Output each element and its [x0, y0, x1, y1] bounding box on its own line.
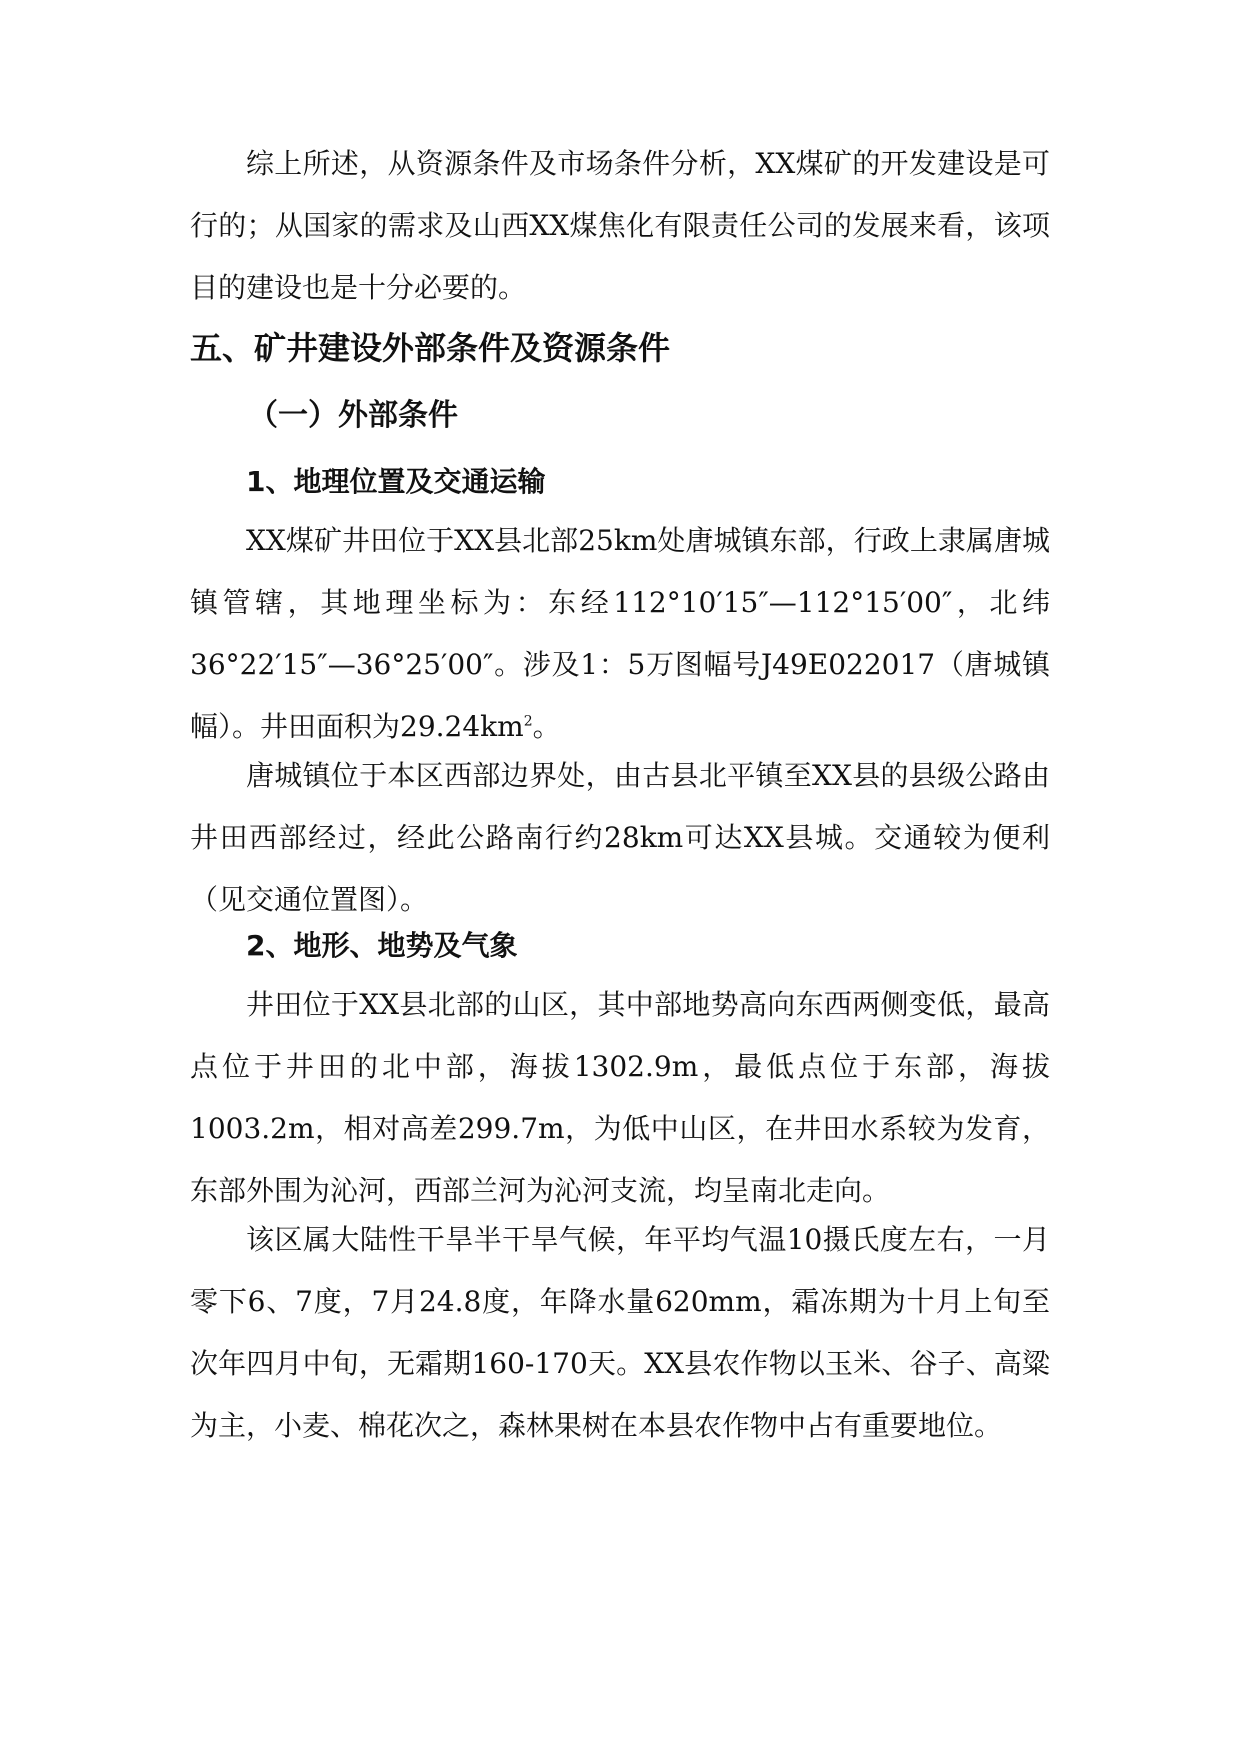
intro-paragraph: 综上所述，从资源条件及市场条件分析，XX煤矿的开发建设是可行的；从国家的需求及山西XX煤焦化有限责任公司的发展来看，该项目的建设也是十分必要的。: [190, 147, 1050, 304]
subsection-one-heading: （一）外部条件: [248, 398, 458, 433]
section-five-heading: 五、矿井建设外部条件及资源条件: [190, 329, 671, 367]
location-paragraph-end: 。: [532, 710, 561, 743]
area-unit-superscript: 2: [523, 713, 533, 730]
transport-paragraph: 唐城镇位于本区西部边界处，由古县北平镇至XX县的县级公路由井田西部经过，经此公路南行约28km可达XX县城。交通较为便利（见交通位置图）。: [190, 759, 1050, 916]
climate-paragraph: 该区属大陆性干旱半干旱气候，年平均气温10摄氏度左右，一月零下6、7度，7月24.8度，年降水量620mm，霜冻期为十月上旬至次年四月中旬，无霜期160-170天。XX县农作物以玉米、谷子、高粱为主，小麦、棉花次之，森林果树在本县农作物中占有重要地位。: [190, 1223, 1050, 1442]
terrain-paragraph: 井田位于XX县北部的山区，其中部地势高向东西两侧变低，最高点位于井田的北中部，海拔1302.9m，最低点位于东部，海拔1003.2m，相对高差299.7m，为低中山区，在井田水系较为发育，东部外围为沁河，西部兰河为沁河支流，均呈南北走向。: [190, 988, 1050, 1207]
location-paragraph: [190, 510, 1050, 758]
item-two-heading: 2、地形、地势及气象: [246, 929, 518, 962]
location-paragraph-main: XX煤矿井田位于XX县北部25km处唐城镇东部，行政上隶属唐城镇管辖，其地理坐标为：东经112°10′15″—112°15′00″，北纬36°22′15″—36°25′00″。涉及1：5万图幅号J49E022017（唐城镇幅）。井田面积为29.24km: [190, 524, 1050, 743]
item-one-heading: 1、地理位置及交通运输: [246, 465, 546, 498]
